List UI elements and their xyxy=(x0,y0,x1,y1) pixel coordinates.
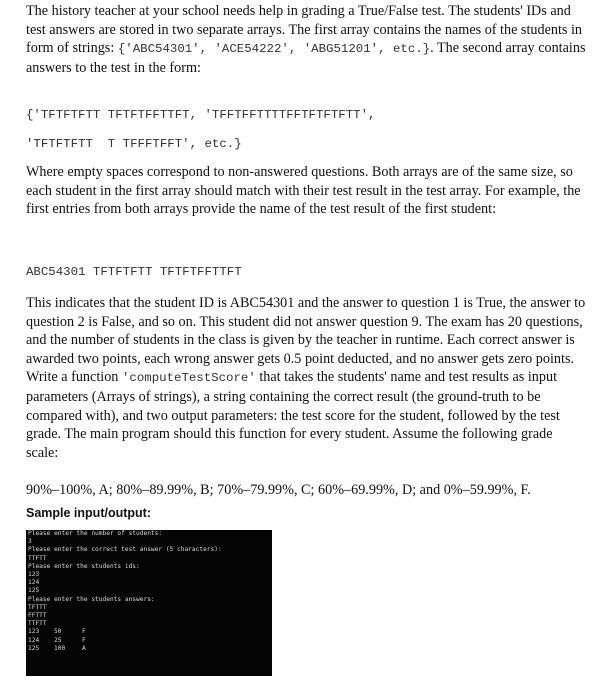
terminal-line: 3 xyxy=(28,538,32,546)
result-grade: F xyxy=(82,628,86,636)
sample-label: Sample input/output: xyxy=(26,506,151,520)
terminal-line: Please enter the correct test answer (5 characters): xyxy=(28,546,222,554)
grade-scale xyxy=(26,481,586,500)
terminal-line: FFTTT xyxy=(28,612,47,620)
explain-text: Where empty spaces correspond to non-answered questions. Both arrays are of the same size, so each student in the first array should match with their test result in the test array. For example, the first entries from both arrays provide the name of the test result of the first student: xyxy=(26,164,581,218)
answers-array-line-2: 'TFTFTFTT T TFFFTFFT', etc.} xyxy=(26,137,242,151)
result-score: 50 xyxy=(54,628,62,636)
explain-paragraph xyxy=(26,163,586,219)
result-id: 123 xyxy=(28,628,40,636)
terminal-line: 125 xyxy=(28,587,40,595)
detail-text-b: that takes the students' name and test results as input parameters (Arrays of strings), a string containing the correct result (the ground-truth to be compared with), and two output parameters: the test score for the student, followed by the test grade. The main program should this function for every student. Assume the following grade scale: xyxy=(26,369,560,461)
terminal-line: Please enter the students answers: xyxy=(28,595,155,603)
terminal-line: TTFTT xyxy=(28,554,47,562)
intro-text: The history teacher at your school needs help in grading a True/False test. The students' IDs and test answers are stored in two separate arrays. The first array contains the names of the students in form of strings: xyxy=(26,3,583,57)
result-score: 100 xyxy=(54,644,66,652)
terminal-line: Please enter the students ids: xyxy=(28,562,140,570)
result-score: 25 xyxy=(54,636,62,644)
result-row xyxy=(26,645,272,653)
terminal-line: 124 xyxy=(28,579,40,587)
result-row xyxy=(26,628,272,636)
detail-text-a: This indicates that the student ID is ABC54301 and the answer to question 1 is True, the answer to question 2 is False, and so on. This student did not answer question 9. The exam has 20 questions, and the number of students in the class is given by the teacher in runtime. Each correct answer is awarded two points, each wrong answer gets 0.5 point deducted, and no answer gets zero points. Write a function xyxy=(26,295,586,386)
detail-paragraph xyxy=(26,294,586,462)
terminal-line: TTFTT xyxy=(28,620,47,628)
intro-paragraph xyxy=(26,2,586,77)
function-name: 'computeTestScore' xyxy=(121,371,256,386)
grade-scale-text: 90%–100%, A; 80%–89.99%, B; 70%–79.99%, C; 60%–69.99%, D; and 0%–59.99%, F. xyxy=(26,482,531,498)
result-grade: A xyxy=(82,644,86,652)
result-grade: F xyxy=(82,636,86,644)
intro-code: {'ABC54301', 'ACE54222', 'ABG51201', etc.} xyxy=(117,42,431,57)
answers-array-line-1: {'TFTFTFTT TFTFTFFTTFT, 'TFFTFFTTTTFFTFTFTFTT', xyxy=(26,108,376,122)
result-row xyxy=(26,637,272,645)
terminal-line: 123 xyxy=(28,571,40,579)
terminal-line: Please enter the number of students: xyxy=(28,530,163,537)
example-line: ABC54301 TFTFTFTT TFTFTFFTTFT xyxy=(26,265,242,279)
result-id: 124 xyxy=(28,636,40,644)
terminal-output xyxy=(26,530,272,676)
intro-tail: . The second array contains answers to the test in the form: xyxy=(26,40,586,76)
terminal-line: TFTTT xyxy=(28,603,47,611)
result-id: 125 xyxy=(28,644,40,652)
